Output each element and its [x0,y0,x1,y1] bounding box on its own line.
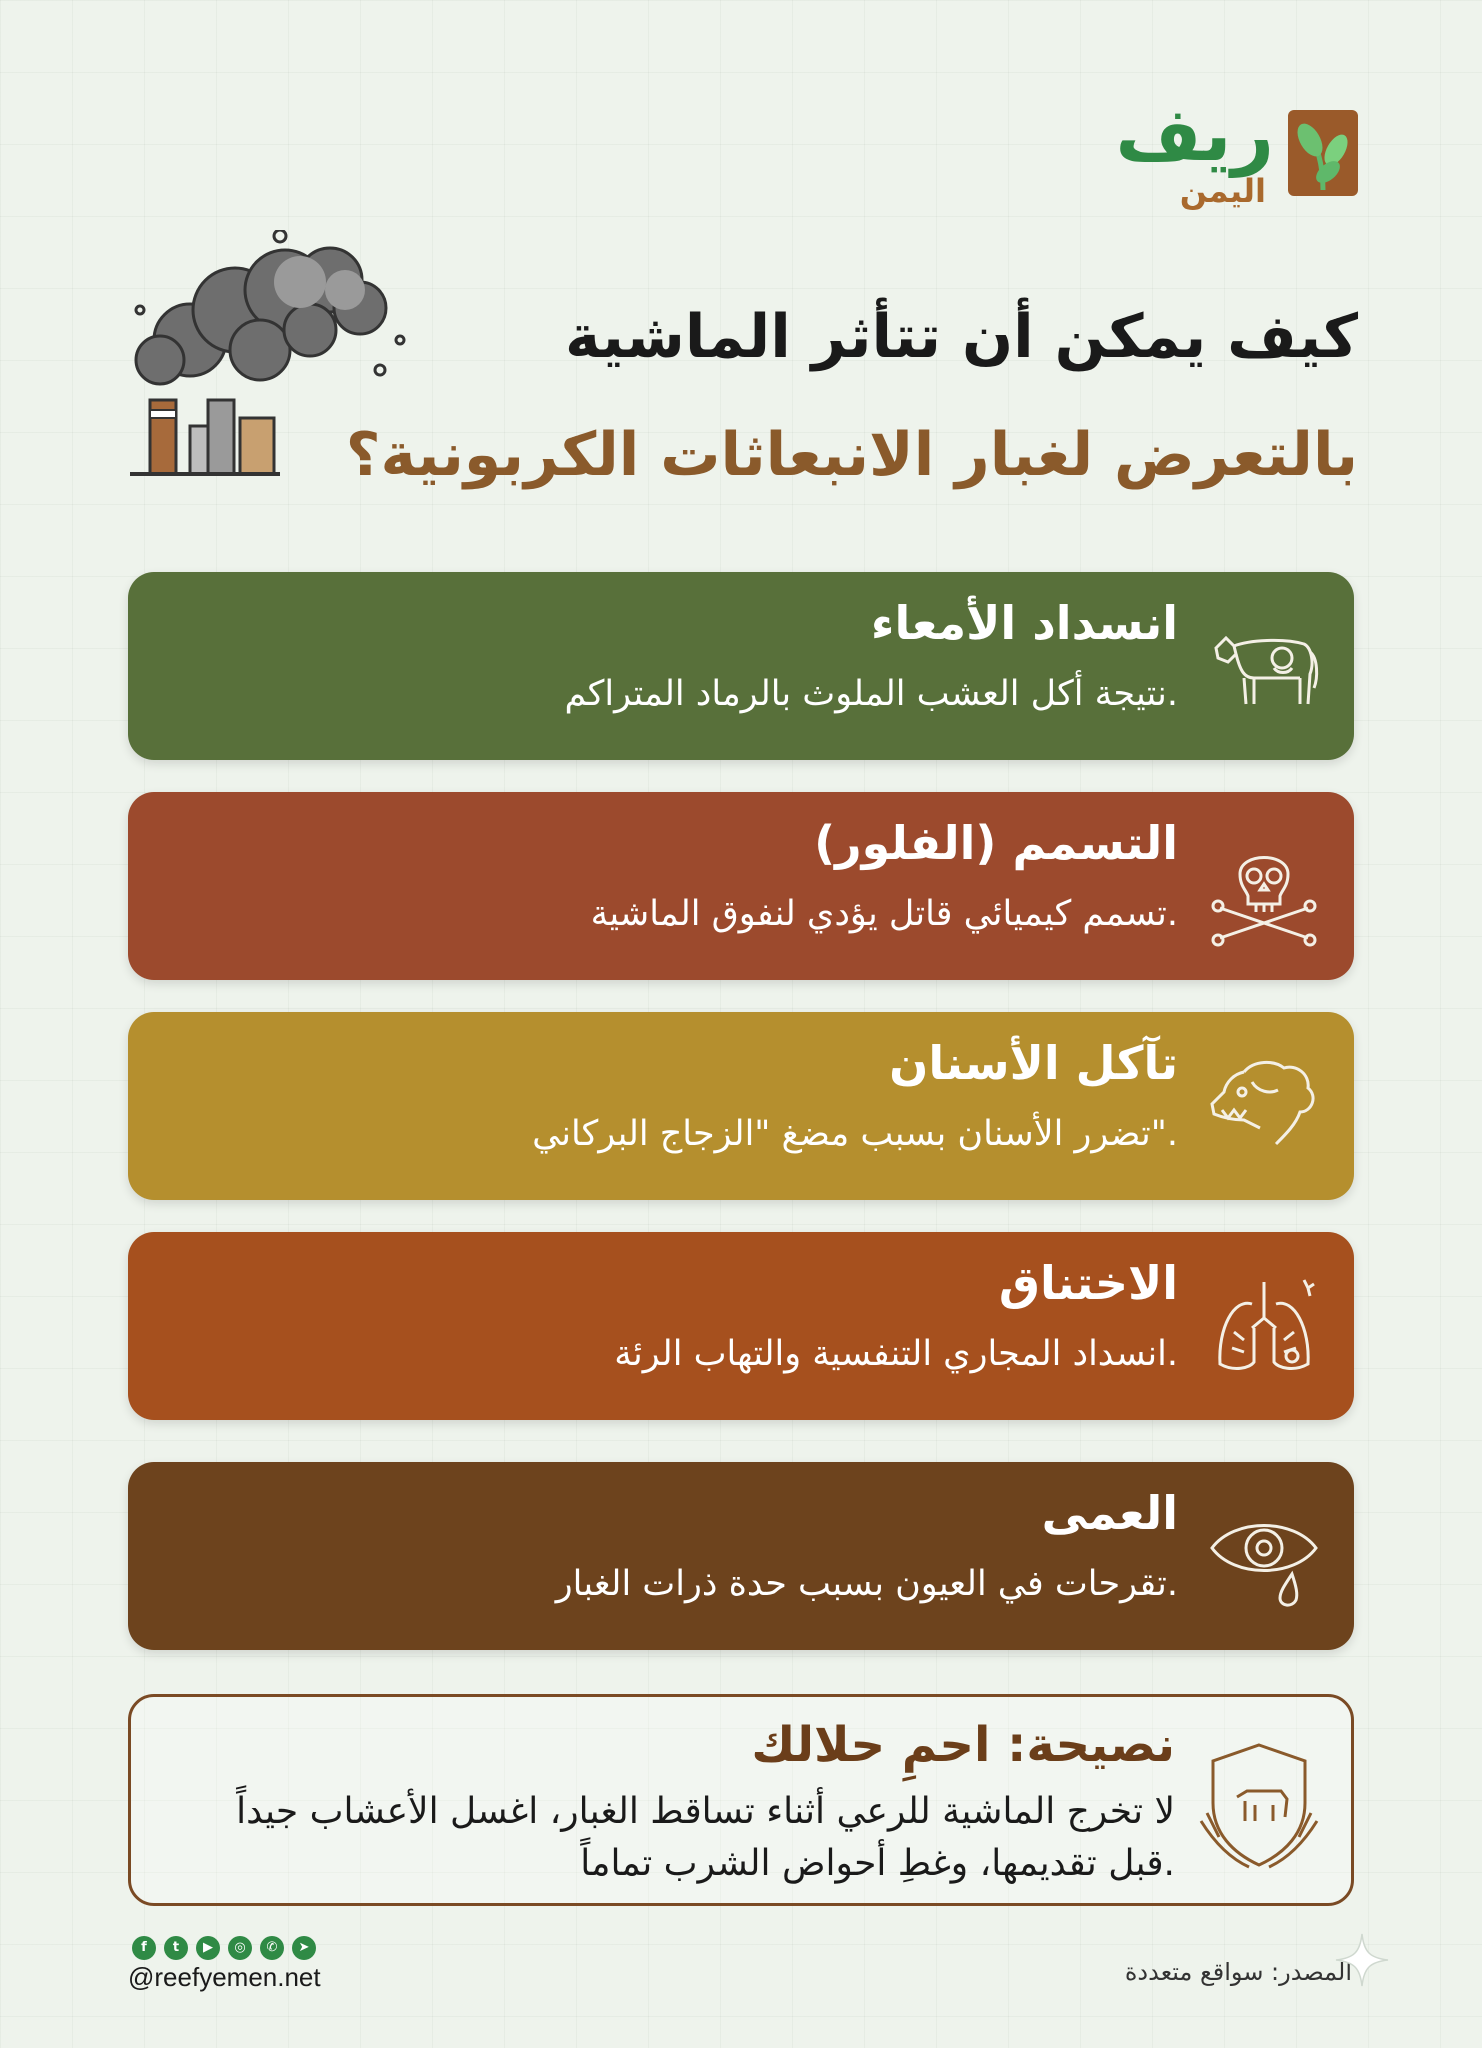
card-title: التسمم (الفلور) [814,816,1178,870]
facebook-icon[interactable]: f [132,1936,156,1960]
card-title: تآكل الأسنان [889,1036,1178,1090]
card-description: تقرحات في العيون بسبب حدة ذرات الغبار. [555,1564,1178,1604]
card-description: انسداد المجاري التنفسية والتهاب الرئة. [614,1334,1178,1374]
logo-word: ريف [1115,92,1274,178]
card-title: العمى [1041,1486,1178,1540]
page-subtitle: بالتعرض لغبار الانبعاثات الكربونية؟ [345,420,1358,490]
telegram-icon[interactable]: ➤ [292,1936,316,1960]
card-description: تضرر الأسنان بسبب مضغ "الزجاج البركاني". [532,1114,1178,1154]
card-description: تسمم كيميائي قاتل يؤدي لنفوق الماشية. [590,894,1178,934]
card-title: انسداد الأمعاء [870,596,1178,650]
sparkle-icon [1332,1930,1392,1990]
card-title: الاختناق [998,1256,1178,1310]
cow-icon [1204,608,1324,728]
tip-title: نصيحة: احمِ حلالك [751,1717,1175,1773]
skull-icon [1204,828,1324,948]
card-tooth-erosion [128,1012,1354,1200]
shield-hands-cow-icon [1197,1737,1321,1877]
eye-tear-icon [1204,1498,1324,1618]
brand-logo [1098,92,1358,214]
logo-subtitle: اليمن [1179,172,1266,210]
whatsapp-icon[interactable]: ✆ [260,1936,284,1960]
leaf-logo-icon [1288,110,1358,196]
source-note: المصدر: سواقع متعددة [1124,1958,1352,1986]
website-handle[interactable]: @reefyemen.net [128,1962,321,1992]
tip-text-line: قبل تقديمها، وغطِ أحواض الشرب تماماً. [580,1843,1175,1884]
lungs-icon [1204,1268,1324,1388]
social-icons [132,1936,316,1960]
card-intestinal-blockage [128,572,1354,760]
tip-text-line: لا تخرج الماشية للرعي أثناء تساقط الغبار، اغسل الأعشاب جيداً [236,1791,1175,1832]
page-title: كيف يمكن أن تتأثر الماشية [565,302,1358,372]
sheep-icon [1204,1048,1324,1168]
card-suffocation [128,1232,1354,1420]
card-blindness [128,1462,1354,1650]
twitter-icon[interactable]: t [164,1936,188,1960]
tip-box [128,1694,1354,1906]
instagram-icon[interactable]: ◎ [228,1936,252,1960]
youtube-icon[interactable]: ▶ [196,1936,220,1960]
card-description: نتيجة أكل العشب الملوث بالرماد المتراكم. [564,674,1178,714]
card-fluoride-poisoning [128,792,1354,980]
